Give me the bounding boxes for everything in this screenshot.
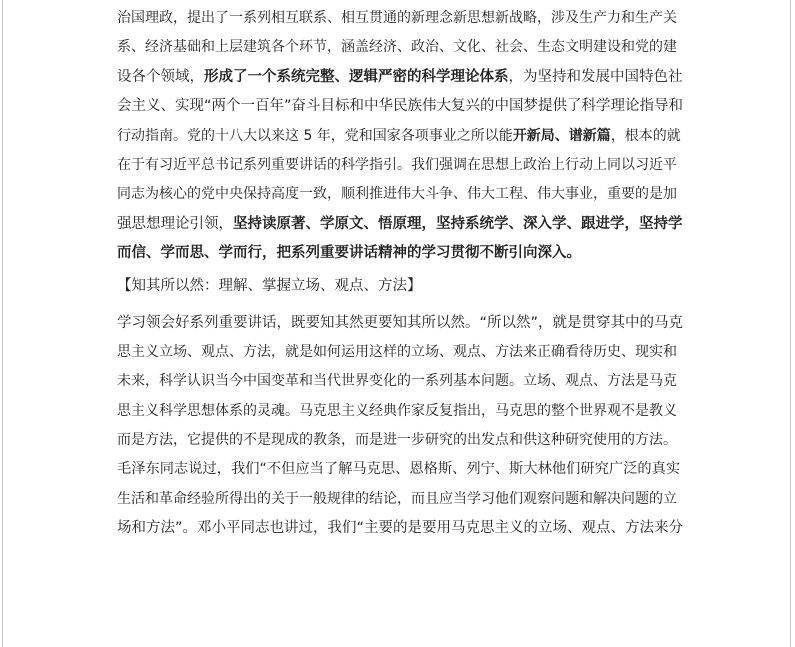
text-segment: 思主义立场、观点、方法，就是如何运用这样的立场、观点、方法来正确看待历史、现实和 bbox=[117, 343, 677, 360]
article-line bbox=[117, 4, 683, 33]
text-segment: 场和方法”。邓小平同志也讲过，我们“主要的是要用马克思主义的立场、观点、方法来分 bbox=[117, 520, 684, 537]
text-segment: ，根本的就 bbox=[610, 127, 681, 144]
text-segment: 而是方法，它提供的不是现成的教条，而是进一步研究的出发点和供这种研究使用的方法。 bbox=[117, 432, 677, 449]
article-line bbox=[117, 122, 683, 151]
text-segment: ，为坚持和发展中国特色社 bbox=[508, 68, 683, 85]
text-segment: 【知其所以然：理解、掌握立场、观点、方法】 bbox=[117, 277, 422, 294]
text-segment: 学习领会好系列重要讲话，既要知其然更要知其所以然。“所以然”，就是贯穿其中的马克 bbox=[117, 314, 684, 331]
article-body bbox=[117, 4, 683, 544]
article-line bbox=[117, 239, 683, 268]
bold-text-segment: 开新局、谱新篇 bbox=[512, 127, 611, 144]
bold-text-segment: 坚持读原著、学原文、悟原理，坚持系统学、深入学、跟进学，坚持学 bbox=[233, 215, 683, 232]
text-segment: 强思想理论引领， bbox=[117, 215, 233, 232]
article-line bbox=[117, 180, 683, 209]
article-line bbox=[117, 151, 683, 180]
page-border-right bbox=[790, 0, 791, 647]
text-segment: 治国理政，提出了一系列相互联系、相互贯通的新理念新思想新战略，涉及生产力和生产关 bbox=[117, 10, 677, 26]
article-line bbox=[117, 485, 683, 514]
article-line bbox=[117, 514, 683, 543]
text-segment: 生活和革命经验所得出的关于一般规律的结论，而且应当学习他们观察问题和解决问题的立 bbox=[117, 490, 677, 507]
article-line bbox=[117, 367, 683, 396]
article-line bbox=[117, 210, 683, 239]
article-line bbox=[117, 33, 683, 62]
text-segment: 会主义、实现“两个一百年”奋斗目标和中华民族伟大复兴的中国梦提供了科学理论指导和 bbox=[117, 98, 684, 115]
bold-text-segment: 形成了一个系统完整、逻辑严密的科学理论体系 bbox=[204, 68, 509, 85]
section-heading bbox=[117, 269, 683, 303]
article-line bbox=[117, 63, 683, 92]
article-line bbox=[117, 338, 683, 367]
article-line bbox=[117, 426, 683, 455]
article-line bbox=[117, 397, 683, 426]
article-line bbox=[117, 92, 683, 121]
article-line bbox=[117, 455, 683, 484]
text-segment: 同志为核心的党中央保持高度一致，顺利推进伟大斗争、伟大工程、伟大事业，重要的是加 bbox=[117, 186, 677, 203]
text-segment: 未来，科学认识当今中国变革和当代世界变化的一系列基本问题。立场、观点、方法是马克 bbox=[117, 373, 677, 390]
text-segment: 行动指南。党的十八大以来这 5 年，党和国家各项事业之所以能 bbox=[117, 127, 513, 144]
bold-text-segment: 而信、学而思、学而行，把系列重要讲话精神的学习贯彻不断引向深入。 bbox=[117, 245, 581, 262]
article-line bbox=[117, 309, 683, 338]
text-segment: 毛泽东同志说过，我们“不但应当了解马克思、恩格斯、列宁、斯大林他们研究广泛的真实 bbox=[117, 461, 681, 478]
text-segment: 思主义科学思想体系的灵魂。马克思主义经典作家反复指出，马克思的整个世界观不是教义 bbox=[117, 402, 677, 419]
text-segment: 设各个领域， bbox=[117, 68, 204, 85]
text-segment: 系、经济基础和上层建筑各个环节，涵盖经济、政治、文化、社会、生态文明建设和党的建 bbox=[117, 39, 677, 56]
text-segment: 在于有习近平总书记系列重要讲话的科学指引。我们强调在思想上政治上行动上同以习近平 bbox=[117, 156, 677, 173]
page-border-left bbox=[2, 0, 3, 647]
